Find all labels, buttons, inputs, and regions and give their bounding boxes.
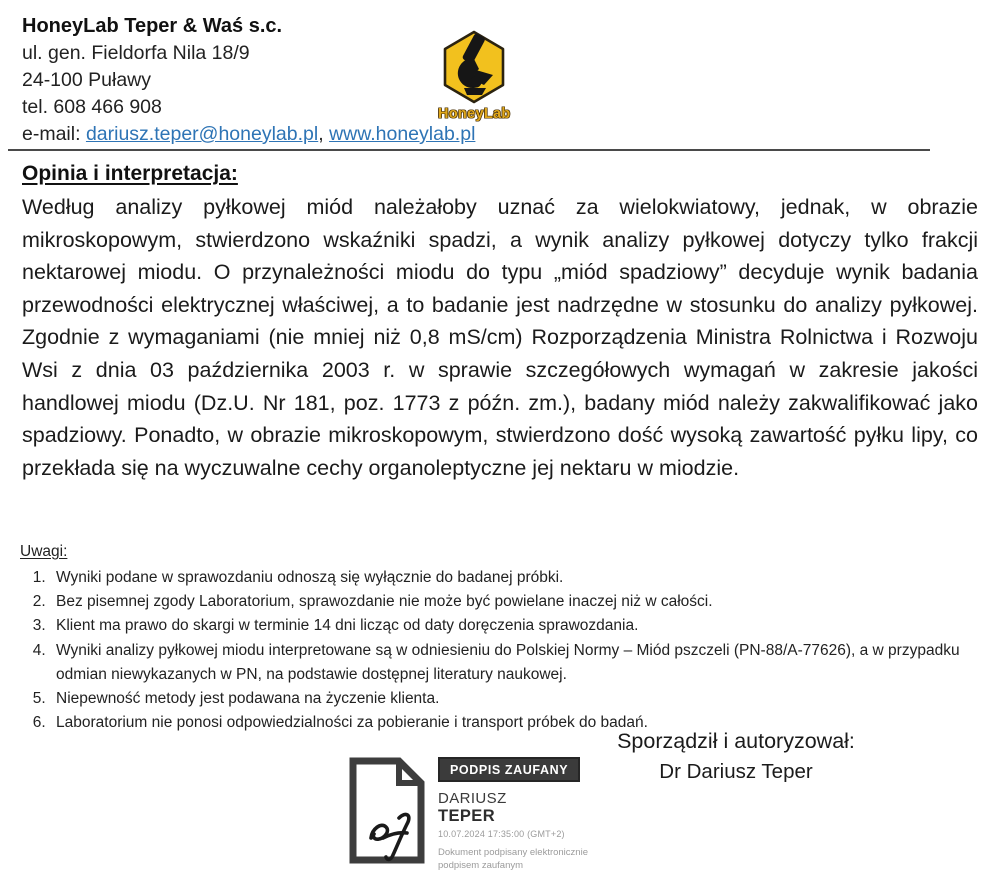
website-link[interactable]: www.honeylab.pl bbox=[329, 123, 476, 145]
trusted-signature-badge: PODPIS ZAUFANY bbox=[438, 757, 580, 782]
notes-section bbox=[20, 543, 978, 735]
signer-first-name: DARIUSZ bbox=[438, 790, 507, 807]
authored-name: Dr Dariusz Teper bbox=[659, 760, 813, 783]
note-item: 1. Wyniki podane w sprawozdaniu odnoszą się wyłącznie do badanej próbki. bbox=[50, 566, 978, 590]
opinion-section bbox=[22, 162, 978, 484]
logo-label: HoneyLab bbox=[438, 106, 511, 122]
authorization-block bbox=[608, 729, 864, 784]
company-name: HoneyLab Teper & Waś s.c. bbox=[22, 15, 283, 37]
signature-note-line-1: Dokument podpisany elektronicznie bbox=[438, 847, 588, 858]
signed-document-icon bbox=[347, 756, 427, 866]
opinion-body: Według analizy pyłkowej miód należałoby uznać za wielokwiatowy, jednak, w obrazie mikroskopowym, stwierdzono wskaźniki spadzi, a wynik analizy pyłkowej dotyczy tylko frakcji nektarowej miodu. O przynależności miodu do typu „miód spadziowy” decyduje wynik badania przewodności elektrycznej właściwej, a to badanie jest nadrzędne w stosunku do analizy pyłkowej. Zgodnie z wymaganiami (nie mniej niż 0,8 mS/cm) Rozporządzenia Ministra Rolnictwa i Rozwoju Wsi z dnia 03 października 2003 r. w sprawie szczegółowych wymagań w zakresie jakości handlowej miodu (Dz.U. Nr 181, poz. 1773 z późn. zm.), badany miód należy zakwalifikować jako spadziowy. Ponadto, w obrazie mikroskopowym, stwierdzono dość wysoką zawartość pyłku lipy, co przekłada się na wyczuwalne cechy organoleptyczne jej nektaru w miodzie. bbox=[22, 195, 978, 480]
signature-timestamp: 10.07.2024 17:35:00 (GMT+2) bbox=[438, 829, 565, 839]
note-item: 4. Wyniki analizy pyłkowej miodu interpretowane są w odniesieniu do Polskiej Normy – Miód pszczeli (PN-88/A-77626), a w przypadku odmian niewykazanych w PN, na podstawie dostępnej literatury naukowej. bbox=[50, 639, 978, 687]
email-link[interactable]: dariusz.teper@honeylab.pl bbox=[85, 123, 319, 145]
phone-line: tel. 608 466 908 bbox=[22, 96, 162, 118]
link-separator: , bbox=[318, 123, 330, 145]
notes-list bbox=[20, 566, 978, 735]
signer-last-name: TEPER bbox=[438, 807, 496, 825]
signature-note-line-2: podpisem zaufanym bbox=[438, 859, 524, 871]
email-line bbox=[22, 121, 475, 148]
address-city: 24-100 Puławy bbox=[22, 69, 151, 91]
header-divider bbox=[8, 149, 930, 151]
note-item: 5. Niepewność metody jest podawana na życzenie klienta. bbox=[50, 687, 978, 711]
email-label: e-mail: bbox=[22, 123, 86, 145]
address-street: ul. gen. Fieldorfa Nila 18/9 bbox=[22, 42, 250, 64]
note-item: 3. Klient ma prawo do skargi w terminie 14 dni licząc od daty doręczenia sprawozdania. bbox=[50, 614, 978, 638]
honeylab-logo bbox=[438, 30, 510, 122]
note-item: 2. Bez pisemnej zgody Laboratorium, sprawozdanie nie może być powielane inaczej niż w całości. bbox=[50, 590, 978, 614]
authored-label: Sporządził i autoryzował: bbox=[617, 729, 855, 753]
notes-heading: Uwagi: bbox=[20, 543, 68, 560]
letterhead bbox=[22, 13, 475, 148]
microscope-hexagon-icon bbox=[439, 30, 509, 104]
note-item: 6. Laboratorium nie ponosi odpowiedzialności za pobieranie i transport próbek do badań. bbox=[50, 711, 978, 735]
opinion-heading: Opinia i interpretacja: bbox=[22, 162, 238, 185]
